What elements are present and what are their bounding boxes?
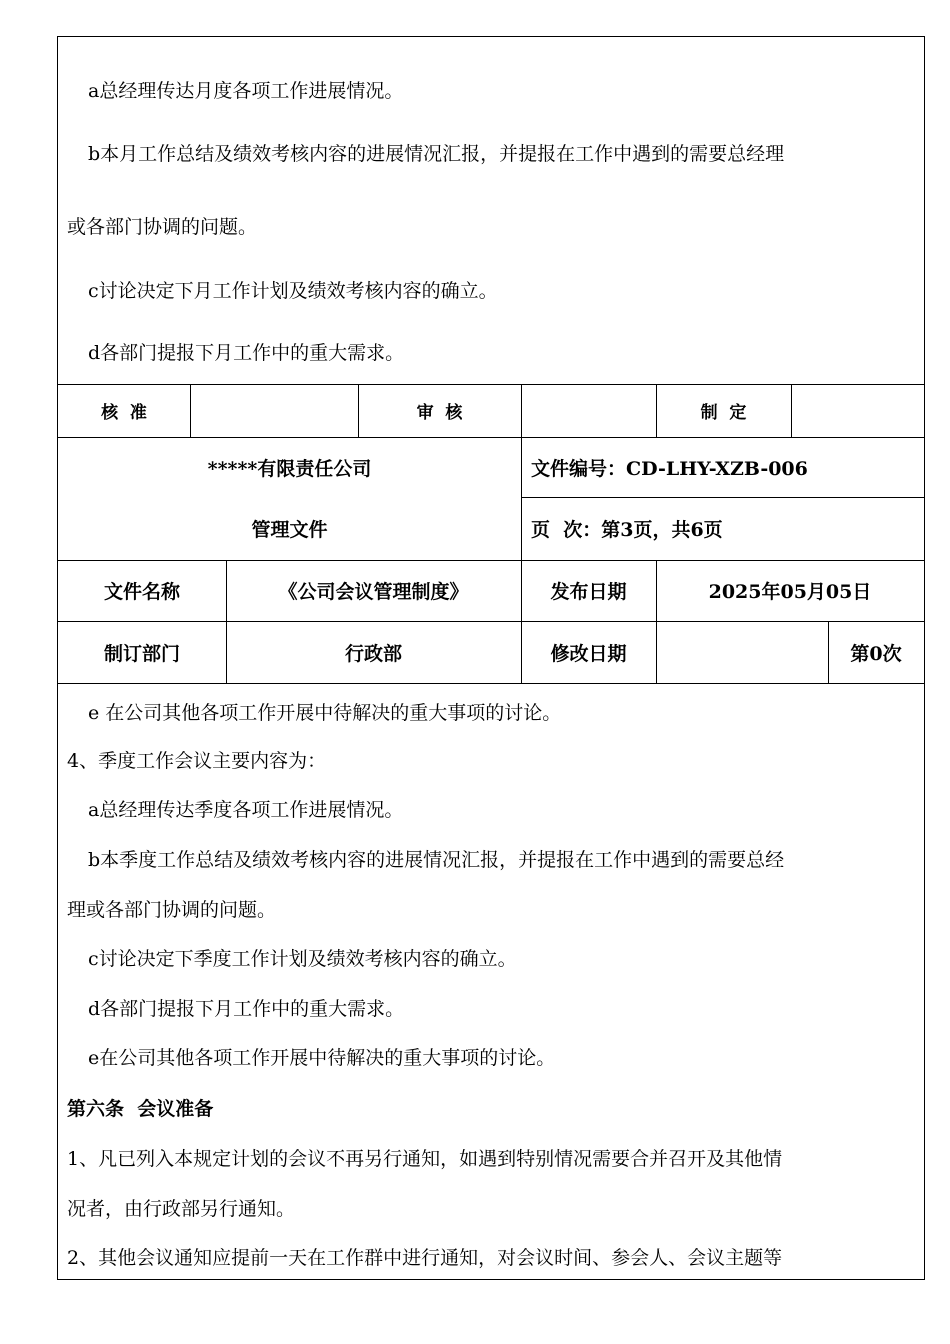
revise-date-label: 修改日期 [550, 642, 627, 665]
prepare-value [791, 384, 924, 437]
page-info: 页 次：第3页，共6页 [531, 519, 723, 541]
text-line: e在公司其他各项工作开展中待解决的重大事项的讨论。 [88, 1047, 556, 1069]
text-line: a总经理传达季度各项工作进展情况。 [88, 799, 404, 821]
approve-label: 核 准 [101, 403, 147, 423]
document-frame [57, 36, 925, 1280]
publish-date-label: 发布日期 [550, 581, 627, 603]
document-type: 管理文件 [251, 519, 328, 541]
text-line: 理或各部门协调的问题。 [67, 899, 277, 921]
text-line: d各部门提报下月工作中的重大需求。 [88, 998, 405, 1020]
text-line: 2、其他会议通知应提前一天在工作群中进行通知，对会议时间、参会人、会议主题等 [67, 1247, 783, 1269]
text-line: 1、凡已列入本规定计划的会议不再另行通知，如遇到特别情况需要合并召开及其他情 [67, 1148, 783, 1170]
text-line: 4、季度工作会议主要内容为： [67, 750, 327, 772]
section-heading: 第六条 会议准备 [67, 1098, 214, 1120]
department-value: 行政部 [344, 642, 402, 665]
text-line: e 在公司其他各项工作开展中待解决的重大事项的讨论。 [88, 702, 562, 724]
company-name: *****有限责任公司 [207, 457, 372, 480]
review-label: 审 核 [416, 403, 463, 423]
text-line: 况者，由行政部另行通知。 [67, 1198, 296, 1220]
prepare-label: 制 定 [700, 403, 747, 423]
text-line: c讨论决定下月工作计划及绩效考核内容的确立。 [88, 280, 498, 302]
file-name-value: 《公司会议管理制度》 [278, 581, 469, 603]
text-line: b本季度工作总结及绩效考核内容的进展情况汇报，并提报在工作中遇到的需要总经 [88, 849, 785, 871]
publish-date-value: 2025年05月05日 [708, 581, 872, 603]
text-line: b本月工作总结及绩效考核内容的进展情况汇报，并提报在工作中遇到的需要总经理 [88, 143, 785, 165]
approve-value [190, 384, 358, 437]
revise-date-value [656, 621, 828, 683]
department-label: 制订部门 [103, 642, 180, 665]
text-line: d各部门提报下月工作中的重大需求。 [88, 342, 405, 364]
text-line: c讨论决定下季度工作计划及绩效考核内容的确立。 [88, 948, 517, 970]
file-name-label: 文件名称 [103, 581, 180, 603]
text-line: a总经理传达月度各项工作进展情况。 [88, 80, 404, 102]
text-line: 或各部门协调的问题。 [67, 216, 258, 238]
review-value [521, 384, 656, 437]
revision-count: 第0次 [850, 642, 902, 665]
document-number: 文件编号：CD-LHY-XZB-006 [531, 457, 808, 480]
divider [58, 683, 924, 684]
